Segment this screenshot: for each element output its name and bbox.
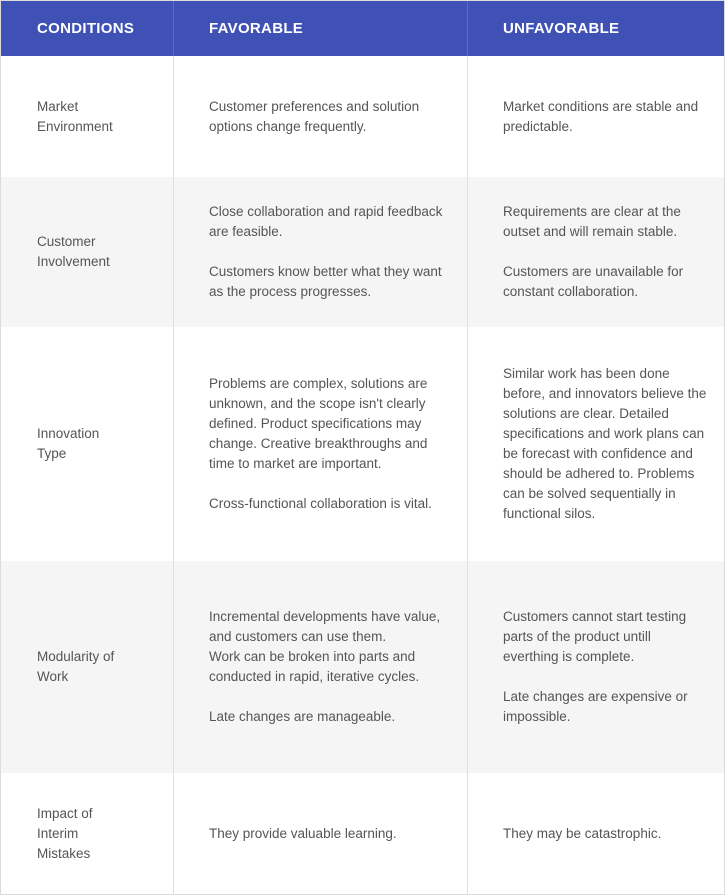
condition-line: Customer (37, 234, 96, 249)
table-header (1, 1, 724, 56)
condition-line: Environment (37, 118, 113, 134)
favorable-paragraph: Customers know better what they want as the process progresses. (209, 264, 442, 299)
favorable-paragraph: Late changes are manageable. (209, 709, 396, 724)
favorable-text (209, 202, 453, 302)
condition-cell (1, 327, 173, 561)
unfavorable-text (503, 364, 710, 524)
favorable-paragraph: Incremental developments have value, and customers can use them. (209, 609, 441, 644)
favorable-text (209, 97, 453, 137)
favorable-cell (173, 561, 467, 773)
condition-label (37, 424, 99, 464)
favorable-paragraph: Customer preferences and solution options change frequently. (209, 98, 420, 134)
unfavorable-paragraph: Similar work has been done before, and innovators believe the solutions are clear. Detailed specifications and work plans can be forecast with confidence and should be adhered to. Problems can be solved sequentially in functional silos. (503, 366, 707, 521)
condition-line: Mistakes (37, 845, 91, 861)
header-cell-favorable (173, 1, 467, 56)
condition-line: Interim (37, 825, 79, 841)
condition-line: Involvement (37, 254, 110, 269)
favorable-cell (173, 177, 467, 327)
condition-cell (1, 56, 173, 177)
unfavorable-cell (467, 56, 724, 177)
unfavorable-text (503, 97, 710, 137)
favorable-paragraph: Close collaboration and rapid feedback are feasible. (209, 204, 443, 239)
unfavorable-paragraph: Requirements are clear at the outset and will remain stable. (503, 204, 681, 239)
unfavorable-cell (467, 773, 724, 894)
favorable-cell (173, 327, 467, 561)
condition-label (37, 97, 113, 137)
condition-line: Work (37, 669, 69, 684)
favorable-paragraph: They provide valuable learning. (209, 825, 397, 841)
favorable-text (209, 607, 453, 727)
unfavorable-text (503, 607, 710, 727)
table-row (1, 327, 724, 561)
favorable-cell (173, 56, 467, 177)
favorable-text (209, 824, 397, 844)
header-unfavorable-label: UNFAVORABLE (503, 20, 620, 37)
condition-line: Modularity of (37, 649, 115, 664)
condition-cell (1, 773, 173, 894)
favorable-text (209, 374, 453, 514)
unfavorable-text (503, 824, 661, 844)
header-cell-conditions (1, 1, 173, 56)
condition-cell (1, 177, 173, 327)
favorable-paragraph: Cross-functional collaboration is vital. (209, 496, 432, 511)
unfavorable-text (503, 202, 710, 302)
condition-line: Market (37, 98, 79, 114)
unfavorable-paragraph: Late changes are expensive or impossible. (503, 689, 688, 724)
unfavorable-paragraph: Customers are unavailable for constant collaboration. (503, 264, 684, 299)
header-favorable-label: FAVORABLE (209, 20, 304, 37)
favorable-cell (173, 773, 467, 894)
condition-label (37, 647, 114, 687)
condition-label (37, 804, 93, 864)
table-row (1, 561, 724, 773)
header-cell-unfavorable (467, 1, 724, 56)
favorable-paragraph: Problems are complex, solutions are unknown, and the scope isn't clearly defined. Product specifications may change. Creative breakthroughs and time to market are important. (209, 376, 428, 471)
condition-line: Innovation (37, 426, 100, 441)
condition-line: Impact of (37, 805, 93, 821)
condition-cell (1, 561, 173, 773)
unfavorable-paragraph: They may be catastrophic. (503, 825, 662, 841)
unfavorable-cell (467, 561, 724, 773)
header-conditions-label: CONDITIONS (37, 20, 135, 37)
unfavorable-paragraph: Customers cannot start testing parts of the product untill everthing is complete. (503, 609, 687, 664)
condition-line: Type (37, 446, 67, 461)
table-row (1, 773, 724, 894)
condition-label (37, 232, 110, 272)
table-row (1, 56, 724, 177)
favorable-paragraph: Work can be broken into parts and conducted in rapid, iterative cycles. (209, 649, 420, 684)
unfavorable-cell (467, 327, 724, 561)
unfavorable-cell (467, 177, 724, 327)
unfavorable-paragraph: Market conditions are stable and predictable. (503, 98, 699, 134)
table-row (1, 177, 724, 327)
